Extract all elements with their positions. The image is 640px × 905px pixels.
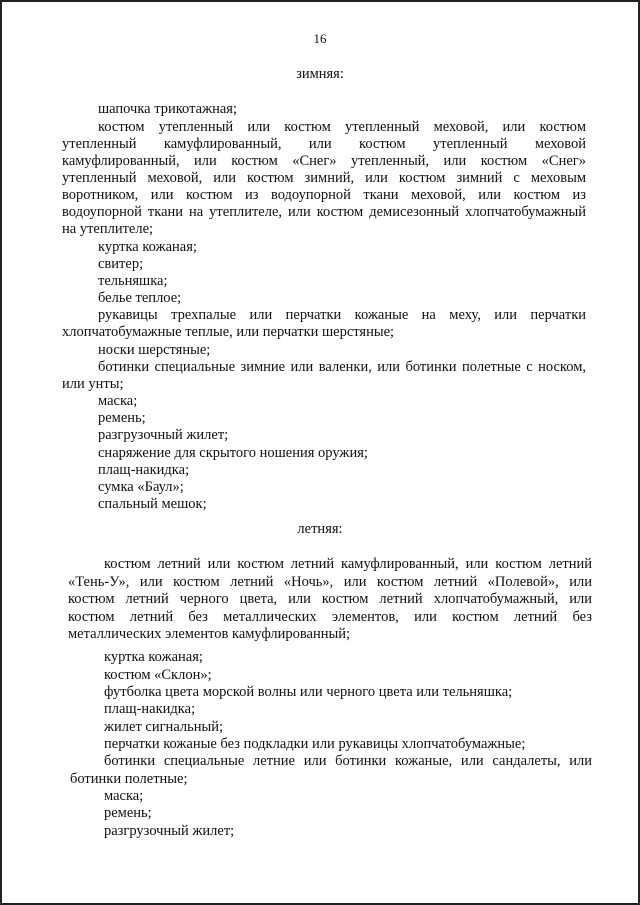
list-item: тельняшка; <box>98 273 168 289</box>
list-item: ремень; <box>98 410 146 426</box>
list-item: костюм утепленный или костюм утепленный меховой, или костюм <box>98 119 586 135</box>
list-item: спальный мешок; <box>98 496 207 512</box>
list-item: куртка кожаная; <box>104 649 203 665</box>
list-item: камуфлированный, или костюм «Снег» утепленный, или костюм «Снег» <box>62 153 586 169</box>
section-heading-winter: зимняя: <box>296 66 344 82</box>
page-number: 16 <box>313 31 327 46</box>
list-item: свитер; <box>98 256 144 272</box>
list-item: костюм летний или костюм летний камуфлированный, или костюм летний <box>104 556 592 572</box>
section-heading-summer: летняя: <box>297 521 343 537</box>
list-item: «Тень-У», или костюм летний «Ночь», или костюм летний «Полевой», или <box>68 574 592 590</box>
list-item: ремень; <box>104 805 152 821</box>
list-item: утепленный меховой, или костюм зимний, или костюм зимний с меховым <box>62 170 586 186</box>
list-item: жилет сигнальный; <box>104 719 224 735</box>
list-item: ботинки специальные зимние или валенки, или ботинки полетные с носком, <box>98 359 586 375</box>
list-item: плащ-накидка; <box>98 462 190 478</box>
list-item: на утеплителе; <box>62 221 154 237</box>
list-item: белье теплое; <box>98 290 182 306</box>
list-item: перчатки кожаные без подкладки или рукавицы хлопчатобумажные; <box>104 736 526 752</box>
list-item: плащ-накидка; <box>104 701 196 717</box>
list-item: костюм летний без металлических элементов, или костюм летний без <box>68 609 592 625</box>
list-item: сумка «Баул»; <box>98 479 184 495</box>
list-item: разгрузочный жилет; <box>104 823 235 839</box>
list-item: разгрузочный жилет; <box>98 427 229 443</box>
list-item: шапочка трикотажная; <box>98 101 237 117</box>
list-item: снаряжение для скрытого ношения оружия; <box>98 445 368 461</box>
list-item: костюм летний черного цвета, или костюм летний хлопчатобумажный, или <box>68 591 592 607</box>
list-item: маска; <box>98 393 138 409</box>
list-item: куртка кожаная; <box>98 239 197 255</box>
list-item: футболка цвета морской волны или черного цвета или тельняшка; <box>104 684 513 700</box>
list-item: металлических элементов камуфлированный; <box>68 626 350 642</box>
list-item: водоупорной ткани на утеплителе, или костюм демисезонный хлопчатобумажный <box>62 204 586 220</box>
list-item: ботинки полетные; <box>70 771 188 787</box>
list-item: носки шерстяные; <box>98 342 211 358</box>
list-item: или унты; <box>62 376 124 392</box>
list-item: ботинки специальные летние или ботинки кожаные, или сандалеты, или <box>104 753 592 769</box>
list-item: утепленный камуфлированный, или костюм утепленный меховой <box>62 136 586 152</box>
list-item: хлопчатобумажные теплые, или перчатки шерстяные; <box>62 324 395 340</box>
list-item: маска; <box>104 788 144 804</box>
list-item: костюм «Склон»; <box>104 667 212 683</box>
list-item: рукавицы трехпалые или перчатки кожаные на меху, или перчатки <box>98 307 586 323</box>
list-item: воротником, или костюм из водоупорной ткани меховой, или костюм из <box>62 187 586 203</box>
